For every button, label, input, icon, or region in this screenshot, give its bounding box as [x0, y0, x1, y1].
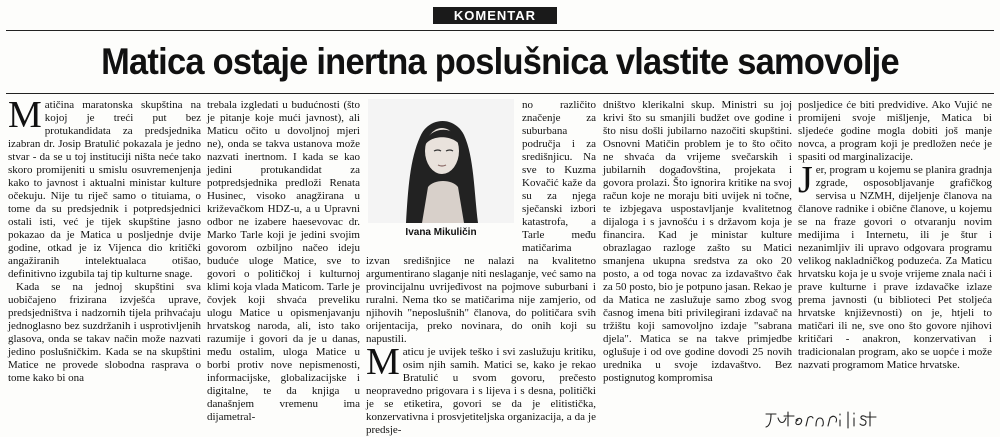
paragraph-text: posljedice će biti predvidive. Ako Vujić ne promijeni svoje mišljenje, Matica bi sljedeće godine mogla dobiti još manje novca, a program koji je predložen neće je spasiti od marginalizacije.: [798, 99, 992, 163]
paragraph: [8, 281, 201, 385]
headline: Matica ostaje inertna poslušnica vlastite samovolje: [101, 41, 899, 82]
column-1: [8, 94, 201, 411]
paragraph-text: aticu je uvijek teško i svi zaslužuju kritiku, osim njih samih. Matici se, kako je rekao Bratulić u svom govoru, prečesto neopravedno prigovara i s lijeva i s desna, politički je se etiketira, govori se da je elitistička, konzervativna i prosvjetiteljska organizacija, a da je predsje-: [366, 346, 596, 436]
source-signature: [762, 406, 882, 430]
dropcap: M: [366, 341, 400, 383]
author-caption: Ivana Mikuličin: [405, 227, 477, 238]
author-photo: [368, 99, 514, 223]
kicker-label: KOMENTAR: [433, 7, 557, 24]
paragraph-text: trebala izgledati u budućnosti (što je pitanje koje mući javnost), ali Maticu očito u dovoljnoj mjeri ne), onda se takva ustanova može nazvati inertnom. I kada se kao jedini protukandidat za potpredsjednika predloži Renata Husinec, visoko anagžirana u križevačkom HDZ-u, a u Upravni odbor ne izabere haesevovac dr. Marko Tarle koji je jedini svojim govorom ozbiljno načeo ideju buduće uloge Matice, sve to govori o političkoj i kulturnoj klimi koja vlada Maticom. Tarle je čovjek koji shvaća preveliku ulogu Matice u opismenjavanju hrvatskog naroda, ali, isto tako razumije i govori da je u danas, među ostalim, uloga Matice u borbi protiv nove nepismenosti, informacijske, globalizacijske i digitalne, te da knjiga u današnjem vremenu ima dijametral-: [207, 99, 360, 423]
paragraph: [798, 99, 992, 164]
top-rule: [6, 30, 994, 31]
paragraph: [8, 94, 201, 281]
dropcap: J: [798, 159, 813, 201]
paragraph-text: atičina maratonska skupština na kojoj je treći put bez protukandidata za predsjednika izabran dr. Josip Bratulić pokazala je jedno stvar - da se u toj instituciji ništa neće tako skoro promijeniti u smislu osuvremenjenja kako to javnost i aktualni ministar kulture očekuju. Nije tu riječ samo o tituiama, o tome da su predsjednik i potpredsjednici ostali isti, već je tijek skupštine jasno pokazao da je Matica u posljednje dvije godine, otkad je iz Vijenca dio kritički angažiranih intelektualaca otišao, definitivno izgubila taj tip kulturne snage.: [8, 99, 201, 280]
author-box: [366, 99, 516, 243]
paragraph-text: er, program u kojemu se planira gradnja zgrade, osposobljavanje grafičkog servisa u NZMH, dijeljenje članova na članove radnike i obične članove, u kojemu se na fraze govori o otvaranju novim medijima i Internetu, ili je štur i nezanimljiv ili upravo odgovara programu velikog nakladničkog poduzeća. Za Maticu hrvatsku koja je u svoje vrijeme znala naći i prave kulturne i prave izdavačke izlaze prema javnosti (u biblioteci Pet stoljeća hrvatske književnosti) on je, htjeli to matičari ili ne, sve ono što govore njihovi kritičari - anakron, konzervativan i tradicionalan program, ako se uopće i može nazvati programom Matice hrvatske.: [798, 164, 992, 371]
column-5: [798, 99, 992, 411]
paragraph: [207, 99, 360, 424]
paragraph-text: Kada se na jednoj skupštini sva uobičajeno frizirana izvješća uprave, predsjedništva i nadzornih tijela prihvaćaju jednoglasno bez suzdržanih i usprotivljenih glasova, onda se takav način može nazvati jedino poslušničkim. Kada se na skupštini Matice ne provede slobodna rasprava o tome kako bi ona: [8, 281, 201, 384]
paragraph: [366, 341, 596, 437]
paragraph-text: no različito značenje za suburbana područja i za središnjicu. Na sve to Kuzma Kovačić kaže da su za njega sječanski izbori katastrofa, a Tarle među matičarima izvan središnjice ne nalazi na kvalitetno argumentirano slaganje niti neslaganje, već samo na provincijalnu uvrijeđivost na pojmove suburbani i ruralni. Nema tko se matičarima nije zamjerio, od njihovih "neposlušnih" članova, do političara svih orijentacija, preko novinara, do onih koji su napustili.: [366, 99, 596, 345]
paragraph: [798, 159, 992, 372]
paragraph-text: dništvo klerikalni skup. Ministri su joj krivi što su smanjili budžet ove godine i što nisu došli jubilarno nazočiti skupštini. Osnovni Matičin problem je to što očito ne shvaća da vrijeme svečarskih i jubilarnih događovština, projekata i govora prolazi. Što ignorira kritike na svoj račun koje ne moraju biti uvijek ni točne, te izbjegava uspostavljanje kvalitetnog dijaloga i s javnošću i s državom koja je financira. Kad je ministar kulture obrazlagao razloge zašto su Matici smanjena ukupna sredstva za oko 20 posto, a od toga novac za izdavaštvo čak za 50 posto, bio je potpuno jasan. Rekao je da Matica ne zaslužuje samo zbog svog časnog imena biti privilegirani izdavač na tržištu koji samovoljno izdaje "sabrana djela". Matica se na takve primjedbe oglušuje i od ove godine dovodi 25 novih urednika u svoje izdavaštvo. Bez postignutog kompromisa: [603, 99, 792, 384]
headline-rule: [6, 93, 994, 94]
dropcap: M: [8, 94, 42, 136]
portrait-image: [368, 99, 514, 223]
column-2: [207, 99, 360, 423]
column-4: [603, 99, 792, 411]
paragraph: [603, 99, 792, 385]
column-3: [366, 99, 596, 436]
